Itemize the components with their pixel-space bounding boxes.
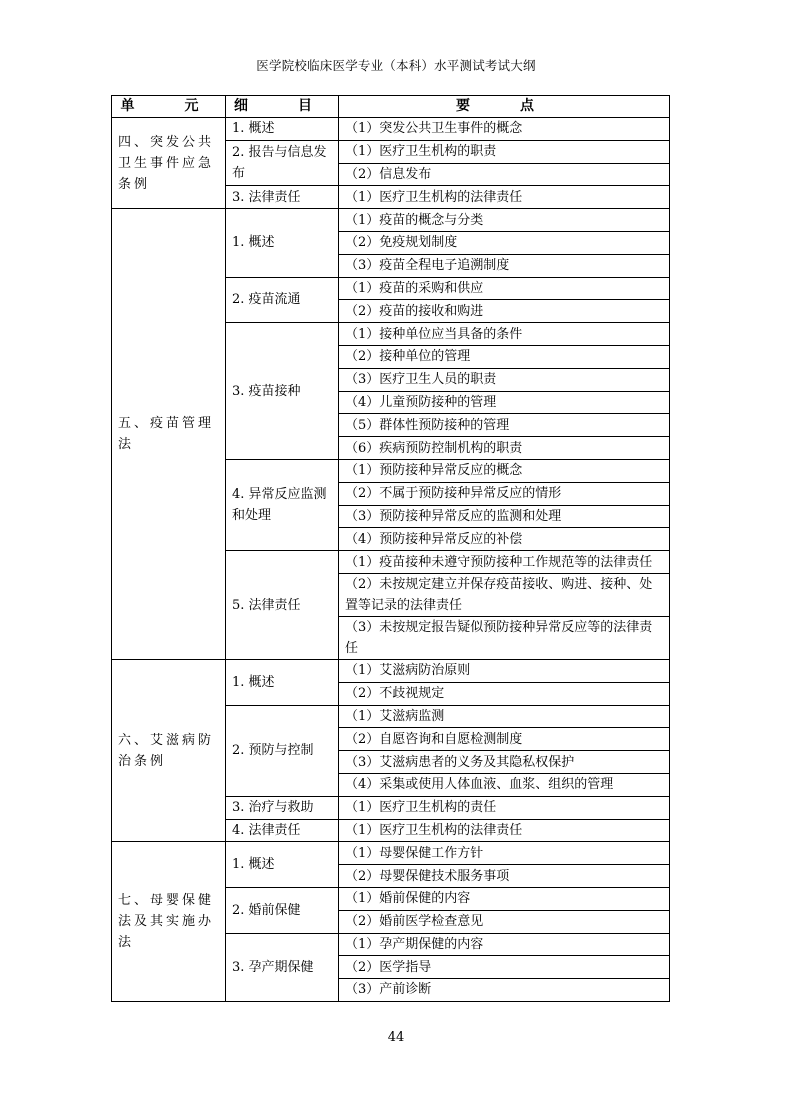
point-cell: （2）疫苗的接收和购进 xyxy=(339,300,670,323)
point-cell: （2）未按规定建立并保存疫苗接收、购进、接种、处置等记录的法律责任 xyxy=(339,573,670,616)
topic-cell: 3. 法律责任 xyxy=(226,186,339,209)
unit-cell: 四、突发公共卫生事件应急条例 xyxy=(112,118,226,209)
point-cell: （2）不歧视规定 xyxy=(339,682,670,705)
point-cell: （3）医疗卫生人员的职责 xyxy=(339,368,670,391)
point-cell: （4）儿童预防接种的管理 xyxy=(339,391,670,414)
point-cell: （1）医疗卫生机构的职责 xyxy=(339,140,670,163)
topic-cell: 1. 概述 xyxy=(226,842,339,888)
point-cell: （1）艾滋病监测 xyxy=(339,705,670,728)
topic-cell: 2. 疫苗流通 xyxy=(226,277,339,323)
point-cell: （2）母婴保健技术服务事项 xyxy=(339,865,670,888)
topic-cell: 1. 概述 xyxy=(226,209,339,277)
topic-cell: 1. 概述 xyxy=(226,659,339,705)
point-cell: （2）医学指导 xyxy=(339,956,670,979)
syllabus-table xyxy=(111,95,670,1002)
point-cell: （3）疫苗全程电子追溯制度 xyxy=(339,254,670,277)
topic-cell: 1. 概述 xyxy=(226,118,339,141)
point-cell: （1）疫苗的概念与分类 xyxy=(339,209,670,232)
topic-cell: 3. 治疗与救助 xyxy=(226,796,339,819)
topic-cell: 3. 孕产期保健 xyxy=(226,933,339,1001)
unit-cell: 五、疫苗管理法 xyxy=(112,209,226,660)
point-cell: （2）不属于预防接种异常反应的情形 xyxy=(339,482,670,505)
column-header-unit: 单 元 xyxy=(112,96,226,118)
point-cell: （3）产前诊断 xyxy=(339,979,670,1002)
topic-cell: 3. 疫苗接种 xyxy=(226,323,339,460)
point-cell: （2）接种单位的管理 xyxy=(339,345,670,368)
table-row xyxy=(112,209,670,232)
point-cell: （2）自愿咨询和自愿检测制度 xyxy=(339,728,670,751)
table-header-row xyxy=(112,96,670,118)
topic-cell: 2. 报告与信息发布 xyxy=(226,140,339,186)
column-header-topic: 细 目 xyxy=(226,96,339,118)
point-cell: （3）艾滋病患者的义务及其隐私权保护 xyxy=(339,751,670,774)
column-header-points: 要 点 xyxy=(339,96,670,118)
table-row xyxy=(112,842,670,865)
table-row xyxy=(112,659,670,682)
table-row xyxy=(112,118,670,141)
topic-cell: 2. 婚前保健 xyxy=(226,887,339,933)
point-cell: （1）孕产期保健的内容 xyxy=(339,933,670,956)
unit-cell: 六、艾滋病防治条例 xyxy=(112,659,226,841)
point-cell: （1）突发公共卫生事件的概念 xyxy=(339,118,670,141)
topic-cell: 5. 法律责任 xyxy=(226,551,339,660)
point-cell: （2）婚前医学检查意见 xyxy=(339,910,670,933)
unit-cell: 七、母婴保健法及其实施办法 xyxy=(112,842,226,1002)
point-cell: （1）母婴保健工作方针 xyxy=(339,842,670,865)
point-cell: （1）接种单位应当具备的条件 xyxy=(339,323,670,346)
point-cell: （1）疫苗的采购和供应 xyxy=(339,277,670,300)
topic-cell: 4. 法律责任 xyxy=(226,819,339,842)
point-cell: （1）婚前保健的内容 xyxy=(339,887,670,910)
point-cell: （1）医疗卫生机构的法律责任 xyxy=(339,819,670,842)
table-body xyxy=(112,118,670,1002)
point-cell: （6）疾病预防控制机构的职责 xyxy=(339,437,670,460)
point-cell: （4）采集或使用人体血液、血浆、组织的管理 xyxy=(339,773,670,796)
running-header: 医学院校临床医学专业（本科）水平测试考试大纲 xyxy=(256,58,536,73)
point-cell: （3）未按规定报告疑似预防接种异常反应等的法律责任 xyxy=(339,616,670,659)
topic-cell: 2. 预防与控制 xyxy=(226,705,339,796)
point-cell: （2）免疫规划制度 xyxy=(339,231,670,254)
page-number: 44 xyxy=(387,1030,405,1045)
point-cell: （1）预防接种异常反应的概念 xyxy=(339,459,670,482)
point-cell: （3）预防接种异常反应的监测和处理 xyxy=(339,505,670,528)
point-cell: （1）医疗卫生机构的责任 xyxy=(339,796,670,819)
point-cell: （5）群体性预防接种的管理 xyxy=(339,414,670,437)
point-cell: （1）疫苗接种未遵守预防接种工作规范等的法律责任 xyxy=(339,551,670,574)
topic-cell: 4. 异常反应监测和处理 xyxy=(226,459,339,550)
point-cell: （2）信息发布 xyxy=(339,163,670,186)
point-cell: （4）预防接种异常反应的补偿 xyxy=(339,528,670,551)
point-cell: （1）艾滋病防治原则 xyxy=(339,659,670,682)
point-cell: （1）医疗卫生机构的法律责任 xyxy=(339,186,670,209)
